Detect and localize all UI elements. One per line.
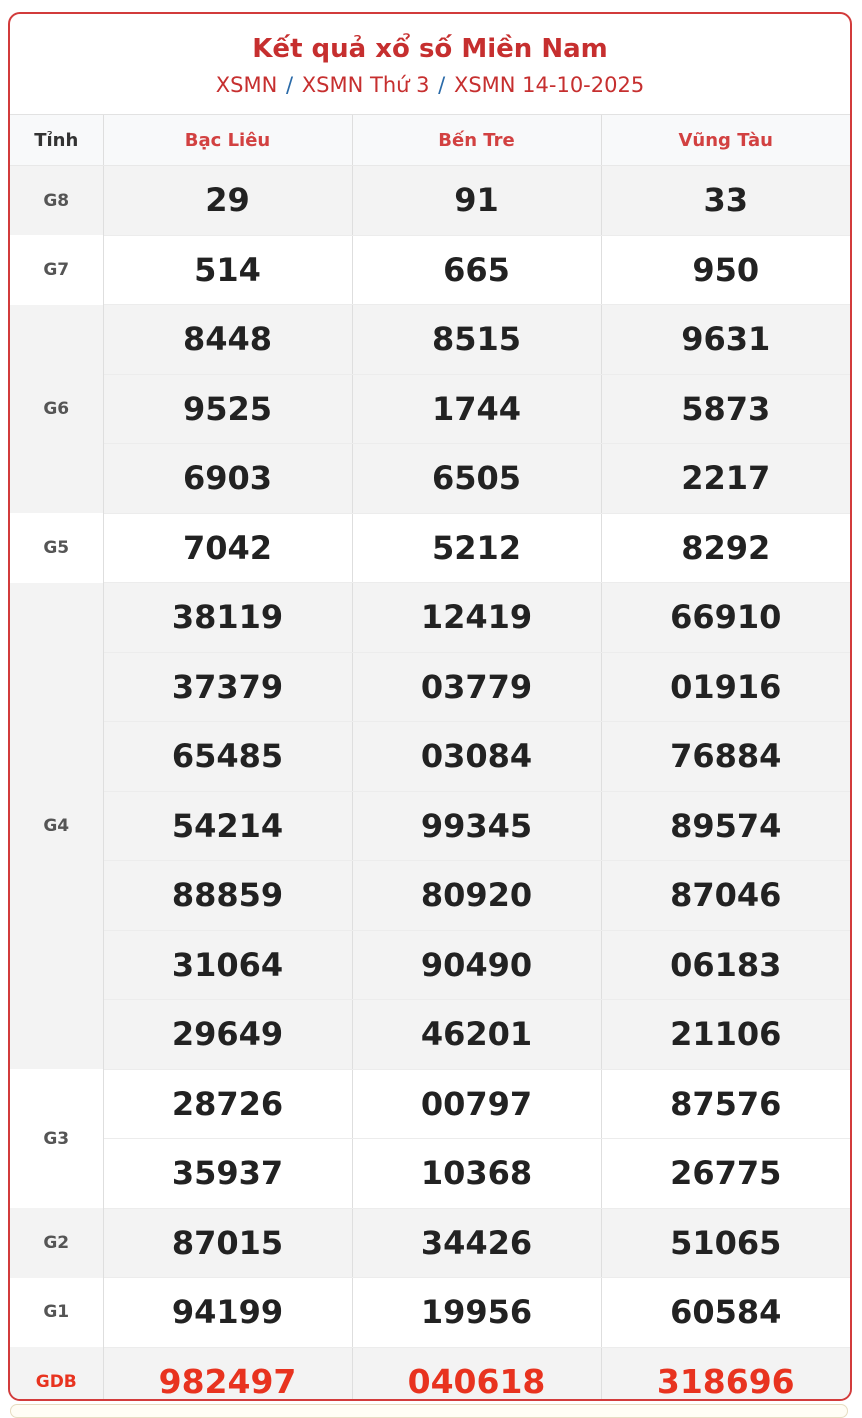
breadcrumb-xsmn-date[interactable]: XSMN 14-10-2025 — [453, 73, 645, 97]
results-card — [8, 12, 852, 1401]
prize-label-gdb: GDB — [10, 1347, 103, 1401]
result-number: 06183 — [601, 930, 850, 1000]
result-number: 19956 — [352, 1278, 601, 1348]
table-row — [10, 374, 850, 444]
page-title: Kết quả xổ số Miền Nam — [252, 34, 608, 64]
table-row — [10, 305, 850, 375]
result-number: 90490 — [352, 930, 601, 1000]
breadcrumb-xsmn[interactable]: XSMN — [215, 73, 278, 97]
table-row — [10, 930, 850, 1000]
result-number: 318696 — [601, 1347, 850, 1401]
prize-label-g7: G7 — [10, 235, 103, 305]
result-number: 87576 — [601, 1069, 850, 1139]
result-number: 65485 — [103, 722, 352, 792]
prize-label-g8: G8 — [10, 166, 103, 236]
results-table — [10, 115, 850, 1401]
result-number: 99345 — [352, 791, 601, 861]
result-number: 91 — [352, 166, 601, 236]
breadcrumb-separator: / — [438, 73, 446, 97]
prize-label-g5: G5 — [10, 513, 103, 583]
prize-label-g3: G3 — [10, 1069, 103, 1208]
result-number: 29 — [103, 166, 352, 236]
table-row — [10, 652, 850, 722]
result-number: 28726 — [103, 1069, 352, 1139]
result-number: 54214 — [103, 791, 352, 861]
result-number: 6505 — [352, 444, 601, 514]
result-number: 040618 — [352, 1347, 601, 1401]
result-number: 8292 — [601, 513, 850, 583]
table-row — [10, 1347, 850, 1401]
result-number: 26775 — [601, 1139, 850, 1209]
result-number: 6903 — [103, 444, 352, 514]
table-row — [10, 513, 850, 583]
result-number: 8515 — [352, 305, 601, 375]
prize-label-g1: G1 — [10, 1278, 103, 1348]
next-section-edge — [10, 1404, 848, 1418]
results-body — [10, 166, 850, 1402]
result-number: 9631 — [601, 305, 850, 375]
result-number: 88859 — [103, 861, 352, 931]
results-header — [10, 14, 850, 115]
result-number: 21106 — [601, 1000, 850, 1070]
result-number: 37379 — [103, 652, 352, 722]
result-number: 950 — [601, 235, 850, 305]
breadcrumb-xsmn-thu-3[interactable]: XSMN Thứ 3 — [301, 73, 430, 97]
result-number: 982497 — [103, 1347, 352, 1401]
result-number: 7042 — [103, 513, 352, 583]
result-number: 10368 — [352, 1139, 601, 1209]
result-number: 03779 — [352, 652, 601, 722]
result-number: 9525 — [103, 374, 352, 444]
result-number: 5212 — [352, 513, 601, 583]
result-number: 76884 — [601, 722, 850, 792]
result-number: 46201 — [352, 1000, 601, 1070]
column-header-ben-tre[interactable]: Bến Tre — [352, 115, 601, 166]
result-number: 8448 — [103, 305, 352, 375]
result-number: 33 — [601, 166, 850, 236]
result-number: 5873 — [601, 374, 850, 444]
prize-label-g2: G2 — [10, 1208, 103, 1278]
result-number: 60584 — [601, 1278, 850, 1348]
result-number: 80920 — [352, 861, 601, 931]
table-row — [10, 722, 850, 792]
result-number: 514 — [103, 235, 352, 305]
table-row — [10, 1000, 850, 1070]
table-row — [10, 1208, 850, 1278]
result-number: 665 — [352, 235, 601, 305]
table-row — [10, 1139, 850, 1209]
prize-label-g4: G4 — [10, 583, 103, 1070]
column-header-bac-lieu[interactable]: Bạc Liêu — [103, 115, 352, 166]
result-number: 35937 — [103, 1139, 352, 1209]
result-number: 66910 — [601, 583, 850, 653]
result-number: 31064 — [103, 930, 352, 1000]
table-row — [10, 861, 850, 931]
breadcrumb — [10, 71, 850, 99]
result-number: 12419 — [352, 583, 601, 653]
result-number: 2217 — [601, 444, 850, 514]
column-header-vung-tau[interactable]: Vũng Tàu — [601, 115, 850, 166]
column-header-tinh: Tỉnh — [10, 115, 103, 166]
result-number: 89574 — [601, 791, 850, 861]
result-number: 87046 — [601, 861, 850, 931]
result-number: 87015 — [103, 1208, 352, 1278]
table-row — [10, 166, 850, 236]
table-row — [10, 1069, 850, 1139]
result-number: 38119 — [103, 583, 352, 653]
result-number: 00797 — [352, 1069, 601, 1139]
result-number: 51065 — [601, 1208, 850, 1278]
result-number: 29649 — [103, 1000, 352, 1070]
result-number: 1744 — [352, 374, 601, 444]
table-row — [10, 444, 850, 514]
table-header-row — [10, 115, 850, 166]
breadcrumb-separator: / — [286, 73, 294, 97]
result-number: 94199 — [103, 1278, 352, 1348]
result-number: 03084 — [352, 722, 601, 792]
result-number: 01916 — [601, 652, 850, 722]
result-number: 34426 — [352, 1208, 601, 1278]
table-row — [10, 583, 850, 653]
table-row — [10, 791, 850, 861]
prize-label-g6: G6 — [10, 305, 103, 514]
table-row — [10, 1278, 850, 1348]
table-row — [10, 235, 850, 305]
